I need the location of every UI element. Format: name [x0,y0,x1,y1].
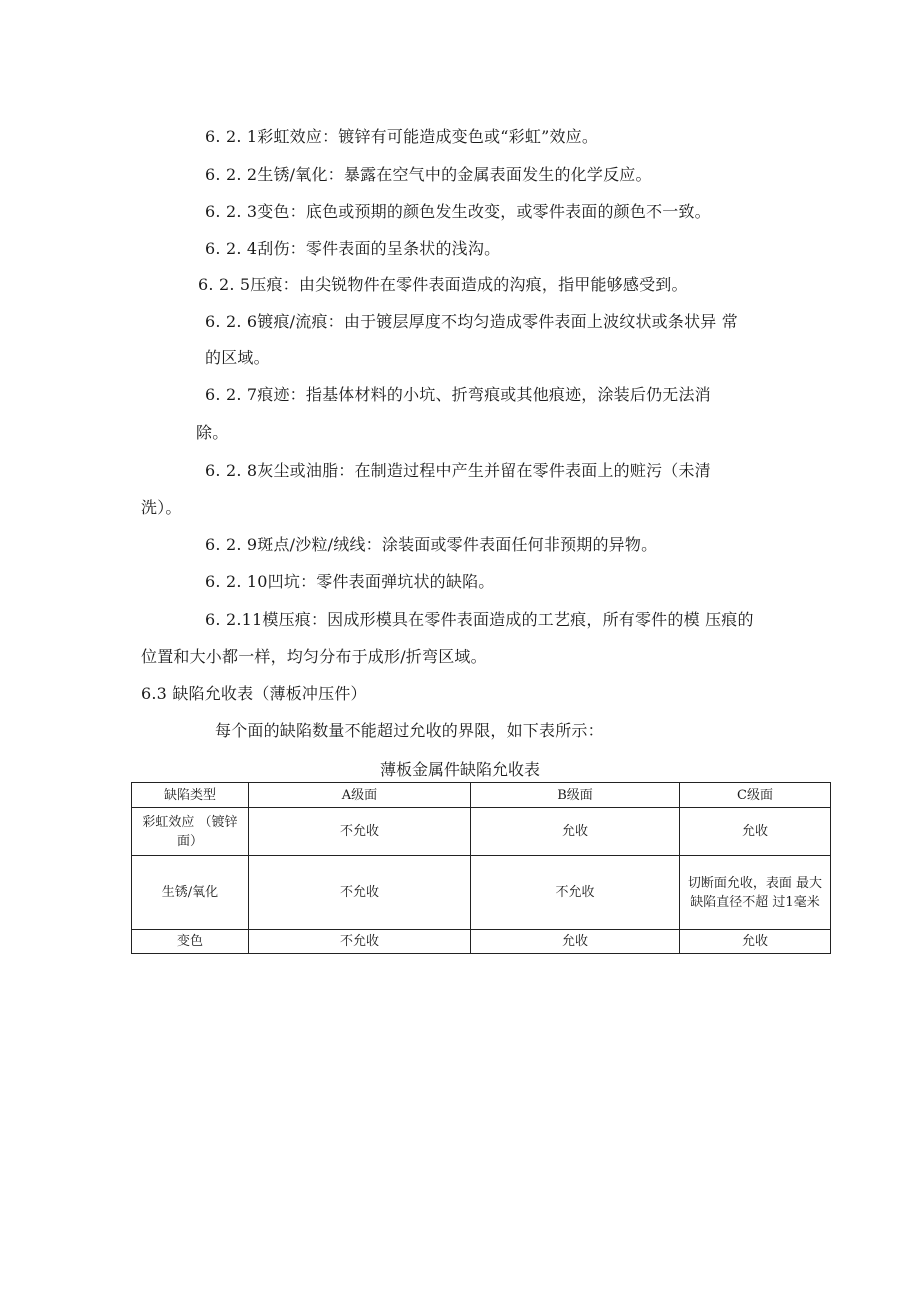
paragraph-6-2-2: 6. 2. 2生锈/氧化：暴露在空气中的金属表面发生的化学反应。 [205,165,652,184]
paragraph-6-2-3: 6. 2. 3变色：底色或预期的颜色发生改变，或零件表面的颜色不一致。 [205,202,711,221]
header-grade-b: B级面 [471,783,680,808]
table-cell: 允收 [680,808,831,856]
table-cell: 切断面允收，表面 最大缺陷直径不超 过1毫米 [680,856,831,930]
paragraph-6-2-6-cont: 的区域。 [205,348,270,367]
paragraph-6-2-7: 6. 2. 7痕迹：指基体材料的小坑、折弯痕或其他痕迹，涂装后仍无法消 [205,385,711,404]
table-cell: 允收 [680,930,831,954]
header-defect-type: 缺陷类型 [132,783,249,808]
paragraph-6-2-6: 6. 2. 6镀痕/流痕：由于镀层厚度不均匀造成零件表面上波纹状或条状异 常 [205,312,738,331]
table-row [132,808,831,856]
paragraph-6-2-8-cont: 洗）。 [141,498,182,517]
paragraph-6-2-9: 6. 2. 9斑点/沙粒/绒线：涂装面或零件表面任何非预期的异物。 [205,535,658,554]
paragraph-6-2-4: 6. 2. 4刮伤：零件表面的呈条状的浅沟。 [205,239,501,258]
table-cell: 允收 [471,930,680,954]
table-cell: 生锈/氧化 [132,856,249,930]
paragraph-6-2-7-cont: 除。 [196,423,229,442]
paragraph-6-2-11: 6. 2.11模压痕：因成形模具在零件表面造成的工艺痕，所有零件的模 压痕的 [205,610,754,629]
defect-acceptance-table [131,782,831,954]
table-cell: 不允收 [249,930,471,954]
table-header-row [132,783,831,808]
paragraph-6-2-5: 6. 2. 5压痕：由尖锐物件在零件表面造成的沟痕，指甲能够感受到。 [198,275,688,294]
paragraph-6-2-8: 6. 2. 8灰尘或油脂：在制造过程中产生并留在零件表面上的赃污（未清 [205,461,711,480]
table-cell: 不允收 [249,856,471,930]
table-cell: 彩虹效应 （镀锌面） [132,808,249,856]
paragraph-6-2-11-cont: 位置和大小都一样，均匀分布于成形/折弯区域。 [141,647,487,666]
header-grade-a: A级面 [249,783,471,808]
table-row [132,856,831,930]
paragraph-6-2-10: 6. 2. 10凹坑：零件表面弹坑状的缺陷。 [205,572,495,591]
table-cell: 不允收 [249,808,471,856]
table-cell: 变色 [132,930,249,954]
table-row [132,930,831,954]
table-cell: 允收 [471,808,680,856]
section-heading-6-3: 6.3 缺陷允收表（薄板冲压件） [141,684,367,703]
table-title: 薄板金属件缺陷允收表 [379,760,540,779]
table-cell: 不允收 [471,856,680,930]
paragraph-6-2-1: 6. 2. 1彩虹效应：镀锌有可能造成变色或“彩虹”效应。 [205,127,599,146]
header-grade-c: C级面 [680,783,831,808]
table-intro: 每个面的缺陷数量不能超过允收的界限，如下表所示： [215,721,604,740]
